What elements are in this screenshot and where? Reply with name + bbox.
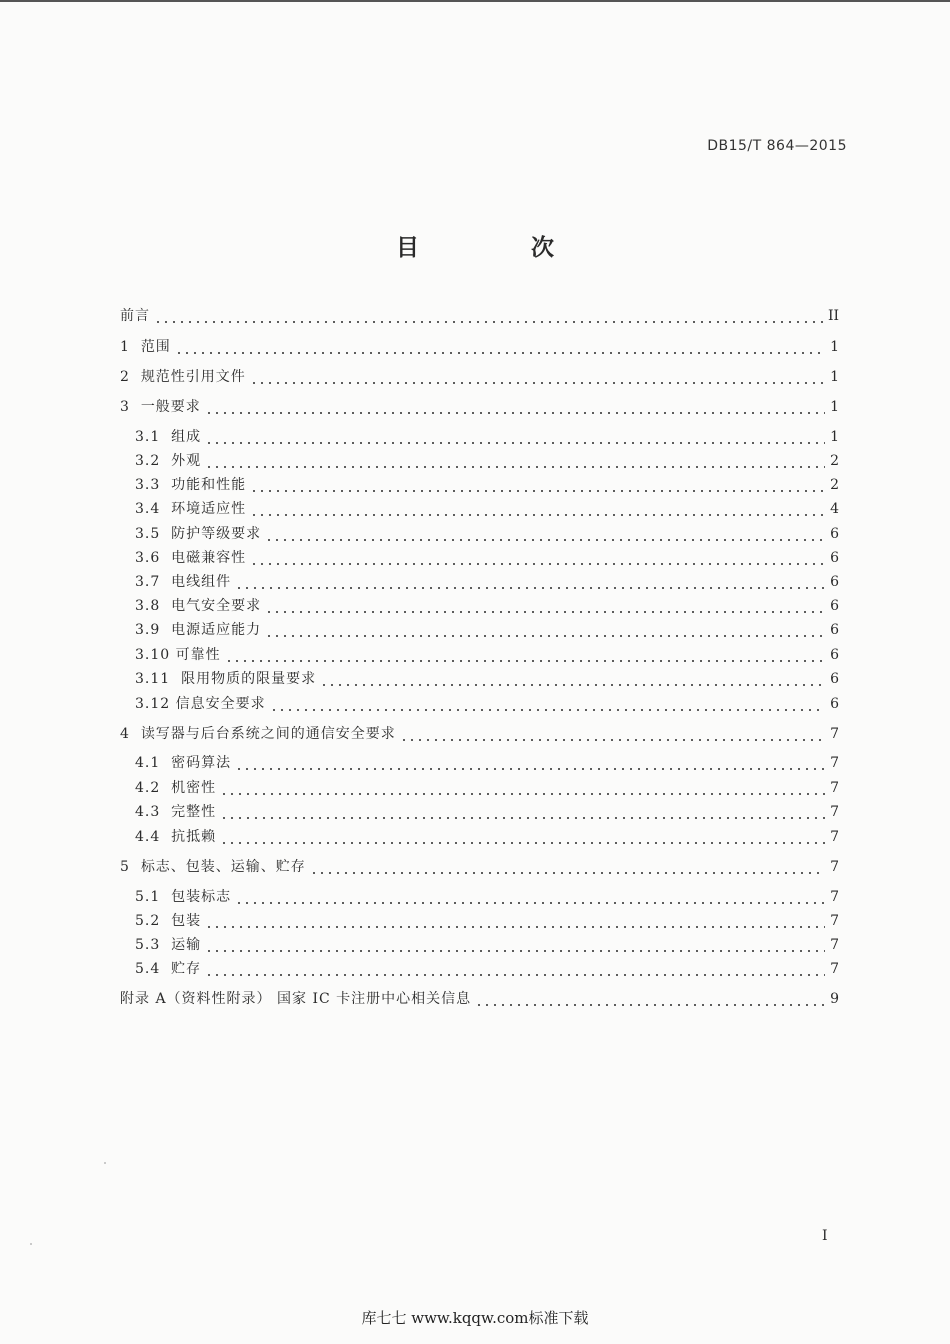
toc-entry-label: 信息安全要求 xyxy=(175,696,266,712)
toc-entry-label: 环境适应性 xyxy=(171,501,247,517)
toc-entry-number: 3.6 xyxy=(135,550,172,566)
toc-entry-page: 2 xyxy=(830,453,839,469)
toc-dot-leader xyxy=(400,724,825,744)
toc-entry-number: 3.8 xyxy=(135,598,172,614)
toc-entry-label: 抗抵赖 xyxy=(171,829,217,845)
toc-entry-number: 4.2 xyxy=(135,780,172,796)
toc-dot-leader xyxy=(235,753,825,773)
toc-dot-leader xyxy=(250,499,825,519)
toc-entry[interactable] xyxy=(135,451,839,471)
toc-entry-label: 组成 xyxy=(171,429,202,445)
toc-dot-leader xyxy=(320,669,825,689)
toc-entry-label: 功能和性能 xyxy=(171,477,247,493)
toc-dot-leader xyxy=(250,475,825,495)
page-title: 目 次 xyxy=(395,235,606,261)
toc-entry-number: 3.5 xyxy=(135,526,172,542)
toc-dot-leader xyxy=(250,548,825,568)
toc-entry[interactable] xyxy=(120,337,839,357)
toc-entry-label: 完整性 xyxy=(171,804,217,820)
toc-entry-number: 5.4 xyxy=(135,961,172,977)
toc-entry-label: 规范性引用文件 xyxy=(140,369,246,385)
toc-entry-label: 机密性 xyxy=(171,780,217,796)
toc-entry-page: 1 xyxy=(830,369,839,385)
toc-entry-label: 运输 xyxy=(171,937,202,953)
toc-entry-number: 3.7 xyxy=(135,574,172,590)
toc-dot-leader xyxy=(205,427,825,447)
footer-watermark: 库七七 www.kqqw.com标准下载 xyxy=(361,1309,589,1327)
toc-entry-page: 7 xyxy=(830,726,839,742)
toc-entry-label: 电源适应能力 xyxy=(171,622,262,638)
toc-entry-page: 7 xyxy=(830,829,839,845)
toc-entry-page: 7 xyxy=(830,780,839,796)
toc-entry[interactable] xyxy=(120,724,839,744)
toc-entry-page: 7 xyxy=(830,937,839,953)
toc-entry-page: 6 xyxy=(830,647,839,663)
toc-dot-leader xyxy=(235,887,825,907)
toc-entry[interactable] xyxy=(135,959,839,979)
toc-dot-leader xyxy=(225,645,825,665)
toc-entry[interactable] xyxy=(120,989,839,1009)
toc-dot-leader xyxy=(265,620,825,640)
toc-entry[interactable] xyxy=(135,827,839,847)
toc-entry-page: 7 xyxy=(830,755,839,771)
toc-entry-page: 6 xyxy=(830,550,839,566)
toc-entry-page: 1 xyxy=(830,339,839,355)
toc-entry-label: 读写器与后台系统之间的通信安全要求 xyxy=(140,726,396,742)
toc-entry-page: 4 xyxy=(830,501,839,517)
toc-entry[interactable] xyxy=(135,475,839,495)
toc-entry-label: 一般要求 xyxy=(140,399,201,415)
toc-entry-page: 9 xyxy=(830,991,839,1007)
toc-entry[interactable] xyxy=(135,596,839,616)
toc-entry[interactable] xyxy=(135,911,839,931)
toc-entry-label: 外观 xyxy=(171,453,202,469)
toc-entry-page: 2 xyxy=(830,477,839,493)
toc-entry-number: 2 xyxy=(120,369,141,385)
page-number: I xyxy=(822,1228,828,1244)
toc-entry-page: 6 xyxy=(830,526,839,542)
toc-entry-page: 7 xyxy=(830,859,839,875)
toc-entry-number: 3 xyxy=(120,399,141,415)
toc-entry[interactable] xyxy=(135,427,839,447)
toc-entry-number: 4 xyxy=(120,726,141,742)
toc-dot-leader xyxy=(265,596,825,616)
toc-entry-label: 密码算法 xyxy=(171,755,232,771)
toc-entry[interactable] xyxy=(135,753,839,773)
toc-dot-leader xyxy=(205,959,825,979)
toc-entry[interactable] xyxy=(120,397,839,417)
toc-entry-number: 5.1 xyxy=(135,889,172,905)
toc-dot-leader xyxy=(270,694,825,714)
toc-entry-label: 电磁兼容性 xyxy=(171,550,247,566)
toc-entry[interactable] xyxy=(135,620,839,640)
toc-entry-number: 4.3 xyxy=(135,804,172,820)
toc-entry-label: 电线组件 xyxy=(171,574,232,590)
toc-entry[interactable] xyxy=(135,572,839,592)
toc-entry[interactable] xyxy=(135,694,839,714)
toc-dot-leader xyxy=(154,306,824,326)
toc-entry-page: 6 xyxy=(830,574,839,590)
toc-entry[interactable] xyxy=(135,887,839,907)
toc-entry-label: 包装 xyxy=(171,913,202,929)
toc-entry[interactable] xyxy=(135,669,839,689)
toc-entry[interactable] xyxy=(135,802,839,822)
toc-entry-number: 5 xyxy=(120,859,141,875)
toc-entry-page: 7 xyxy=(830,804,839,820)
toc-entry-label: 标志、包装、运输、贮存 xyxy=(140,859,306,875)
standard-code: DB15/T 864—2015 xyxy=(707,138,847,154)
toc-entry[interactable] xyxy=(135,548,839,568)
toc-entry-label: 贮存 xyxy=(171,961,202,977)
toc-dot-leader xyxy=(250,367,825,387)
toc-dot-leader xyxy=(310,857,825,877)
toc-entry-number: 3.9 xyxy=(135,622,172,638)
toc-entry-number: 1 xyxy=(120,339,141,355)
toc-dot-leader xyxy=(235,572,825,592)
toc-entry[interactable] xyxy=(135,778,839,798)
toc-entry-page: 6 xyxy=(830,598,839,614)
toc-dot-leader xyxy=(205,451,825,471)
toc-entry-page: 7 xyxy=(830,961,839,977)
toc-dot-leader xyxy=(265,524,825,544)
toc-entry-number: 5.3 xyxy=(135,937,172,953)
toc-entry-number: 3.1 xyxy=(135,429,172,445)
toc-entry-label: 包装标志 xyxy=(171,889,232,905)
toc-entry-page: 7 xyxy=(830,913,839,929)
toc-entry-number: 3.2 xyxy=(135,453,172,469)
toc-entry[interactable] xyxy=(120,857,839,877)
toc-dot-leader xyxy=(205,397,825,417)
toc-entry-page: 1 xyxy=(830,429,839,445)
toc-entry-label: 防护等级要求 xyxy=(171,526,262,542)
toc-entry[interactable] xyxy=(135,524,839,544)
toc-entry-number: 4.1 xyxy=(135,755,172,771)
toc-dot-leader xyxy=(220,827,825,847)
toc-entry-label: 电气安全要求 xyxy=(171,598,262,614)
toc-entry-label: 前言 xyxy=(120,308,150,324)
toc-entry[interactable] xyxy=(135,935,839,955)
toc-entry-label: 附录 A（资料性附录） 国家 IC 卡注册中心相关信息 xyxy=(120,991,472,1007)
toc-entry-number: 3.3 xyxy=(135,477,172,493)
toc-entry-page: 6 xyxy=(830,622,839,638)
toc-entry-page: II xyxy=(827,308,839,324)
toc-entry-page: 7 xyxy=(830,889,839,905)
toc-entry-label: 限用物质的限量要求 xyxy=(181,671,317,687)
toc-entry-number: 3.11 xyxy=(135,671,182,687)
toc-entry-number: 4.4 xyxy=(135,829,172,845)
toc-entry[interactable] xyxy=(120,367,839,387)
toc-dot-leader xyxy=(175,337,825,357)
toc-entry-number: 3.10 xyxy=(135,647,176,663)
toc-entry-label: 范围 xyxy=(140,339,171,355)
toc-entry-label: 可靠性 xyxy=(175,647,221,663)
toc-dot-leader xyxy=(475,989,825,1009)
toc-entry[interactable] xyxy=(135,645,839,665)
scan-speck xyxy=(30,1243,32,1245)
toc-dot-leader xyxy=(205,935,825,955)
toc-entry-number: 3.4 xyxy=(135,501,172,517)
toc-entry-number: 5.2 xyxy=(135,913,172,929)
toc-entry[interactable] xyxy=(135,499,839,519)
toc-entry[interactable] xyxy=(120,306,839,326)
toc-dot-leader xyxy=(205,911,825,931)
toc-entry-page: 6 xyxy=(830,696,839,712)
toc-entry-page: 1 xyxy=(830,399,839,415)
toc-entry-number: 3.12 xyxy=(135,696,176,712)
toc-dot-leader xyxy=(220,802,825,822)
toc-dot-leader xyxy=(220,778,825,798)
scan-speck xyxy=(104,1162,106,1164)
toc-entry-page: 6 xyxy=(830,671,839,687)
